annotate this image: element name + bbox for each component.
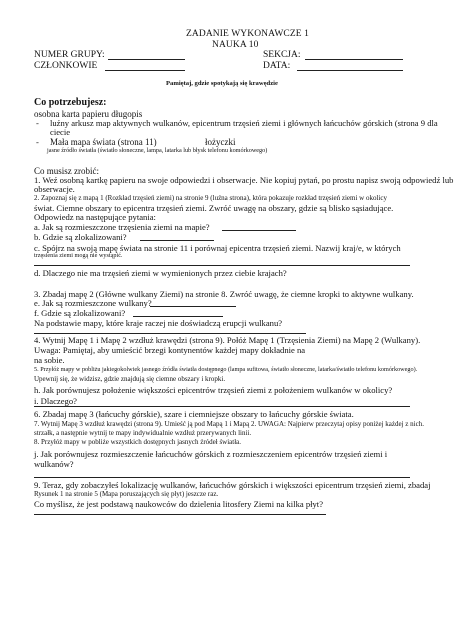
task-step-9: 9. Teraz, gdy zobaczyłeś lokalizację wulkanów, łańcuchów górskich i większości epicentrum trzęsień ziemi, zbadaj (34, 480, 431, 490)
materials-item: jasne źródło światła (światło słoneczne, lampa, latarka lub błysk telefonu komórkowego) (47, 147, 268, 154)
task-step-8: 8. Przyłóż mapy w pobliże wszystkich dostępnych jasnych źródeł światła. (34, 438, 242, 446)
question-i: i. Dlaczego? (34, 396, 77, 406)
materials-item: łożyczki (205, 137, 236, 147)
answer-line-c[interactable] (34, 265, 410, 266)
date-label: DATA: (263, 61, 291, 71)
question-j: j. Jak porównujesz rozmieszczenie łańcuchów górskich z rozmieszczeniem epicentrów trzęsień ziemi i (34, 449, 388, 459)
question-c: c. Spójrz na swoją mapę świata na stronie 11 i porównaj epicentra trzęsień ziemi. Nazwij kraj/e, w których (34, 243, 401, 253)
section-label: SEKCJA: (263, 50, 301, 60)
materials-item: Mała mapa świata (strona 11) (50, 137, 157, 147)
tasks-heading: Co musisz zrobić: (34, 166, 99, 176)
bullet-dash: - (36, 137, 39, 147)
answer-line-i[interactable] (34, 406, 410, 407)
answer-line-b[interactable] (140, 240, 214, 241)
task-line: Upewnij się, że widzisz, gdzie znajdują się ciemne obszary i kropki. (34, 375, 226, 383)
question-a: a. Jak są rozmieszczone trzęsienia ziemi na mapie? (34, 222, 210, 232)
question-g: Na podstawie mapy, które kraje raczej nie doświadczą erupcji wulkanu? (34, 318, 283, 328)
question-d: d. Dlaczego nie ma trzęsień ziemi w wymienionych przez ciebie krajach? (34, 268, 287, 278)
materials-item: luźny arkusz map aktywnych wulkanów, epicentrum trzęsień ziemi i głównych łańcuchów górskich (strona 9 dla (50, 118, 438, 128)
task-step-6: 6. Zbadaj mapę 3 (łańcuchy górskie), szare i ciemniejsze obszary to łańcuchy górskie świata. (34, 409, 354, 419)
task-line: strzałk, a następnie wytnij te mapy indywidualnie wzdłuż przerywanych linii. (34, 429, 252, 437)
task-step-4: 4. Wytnij Mapę 1 i Mapę 2 wzdłuż krawędzi (strona 9). Połóż Mapę 1 (Trzęsienia Ziemi) na Mapę 2 (Wulkany). (34, 335, 421, 345)
members-field[interactable] (105, 70, 185, 71)
task-line: Rysunek 1 na stronie 5 (Mapa poruszających się płyt) jeszcze raz. (34, 490, 219, 498)
question-f: f. Gdzie są zlokalizowani? (34, 308, 126, 318)
group-number-field[interactable] (108, 59, 185, 60)
date-field[interactable] (297, 70, 403, 71)
answer-line-e[interactable] (150, 306, 236, 307)
task-line: 1. Weź osobną kartkę papieru na swoje odpowiedzi i obserwacje. Nie kopiuj pytań, po prostu napisz swoją odpowiedź lub (34, 175, 454, 185)
materials-item: ciecie (50, 127, 71, 137)
worksheet-subtitle: NAUKA 10 (212, 40, 259, 50)
task-line: wulkanów? (34, 459, 74, 469)
task-line: 2. Zapoznaj się z mapą 1 (Rozkład trzęsień ziemi) na stronie 9 (luźna strona), która pokazuje rozkład trzęsień ziemi w okolicy (34, 194, 387, 202)
task-step-3: 3. Zbadaj mapę 2 (Główne wulkany Ziemi) na stronie 8. Zwróć uwagę, że ciemne kropki to aktywne wulkany. (34, 289, 414, 299)
bullet-dash: - (36, 118, 39, 128)
task-line: trzęsienia ziemi mogą nie wystąpić. (34, 252, 123, 259)
task-line: na sobie. (34, 355, 65, 365)
task-step-5: 5. Przyłóż mapy w pobliżu jakiegokolwiek jasnego źródła światła dostępnego (lampa sufitowa, światło słoneczne, latarka/światło telefonu komórkowego). (34, 366, 418, 373)
question-b: b. Gdzie są zlokalizowani? (34, 232, 127, 242)
answer-line-f[interactable] (133, 316, 223, 317)
answer-line-g[interactable] (34, 333, 306, 334)
worksheet-title: ZADANIE WYKONAWCZE 1 (186, 29, 309, 39)
task-step-7: 7. Wytnij Mapę 3 wzdłuż krawędzi (strona 9). Umieść ją pod Mapą 1 i Mapą 2. UWAGA: Najpierw przeczytaj opisy poniżej każdej z nich. (34, 420, 424, 428)
question-e: e. Jak są rozmieszczone wulkany? (34, 298, 152, 308)
question-h: h. Jak porównujesz położenie większości epicentrów trzęsień ziemi z położeniem wulkanów w okolicy? (34, 385, 393, 395)
question-final: Co myślisz, że jest podstawą naukowców do dzielenia litosfery Ziemi na kilka płyt? (34, 499, 324, 509)
task-line: świat. Ciemne obszary to epicentra trzęsień ziemi. Zwróć uwagę na obszary, gdzie są blisko sąsiadujące. (34, 203, 394, 213)
motto: Pamiętaj, gdzie spotykają się krawędzie (166, 80, 278, 87)
task-line: Odpowiedz na następujące pytania: (34, 212, 156, 222)
members-label: CZŁONKOWIE (34, 61, 98, 71)
task-line: obserwacje. (34, 184, 75, 194)
answer-line-j[interactable] (34, 477, 410, 478)
materials-heading: Co potrzebujesz: (34, 97, 107, 108)
group-number-label: NUMER GRUPY: (34, 50, 105, 60)
section-field[interactable] (305, 59, 403, 60)
answer-line-a[interactable] (222, 230, 296, 231)
task-line: Uwaga: Pamiętaj, aby umieścić brzegi kontynentów każdej mapy dokładnie na (34, 345, 306, 355)
answer-line-final[interactable] (34, 514, 326, 515)
materials-item: osobna karta papieru długopis (34, 109, 143, 119)
